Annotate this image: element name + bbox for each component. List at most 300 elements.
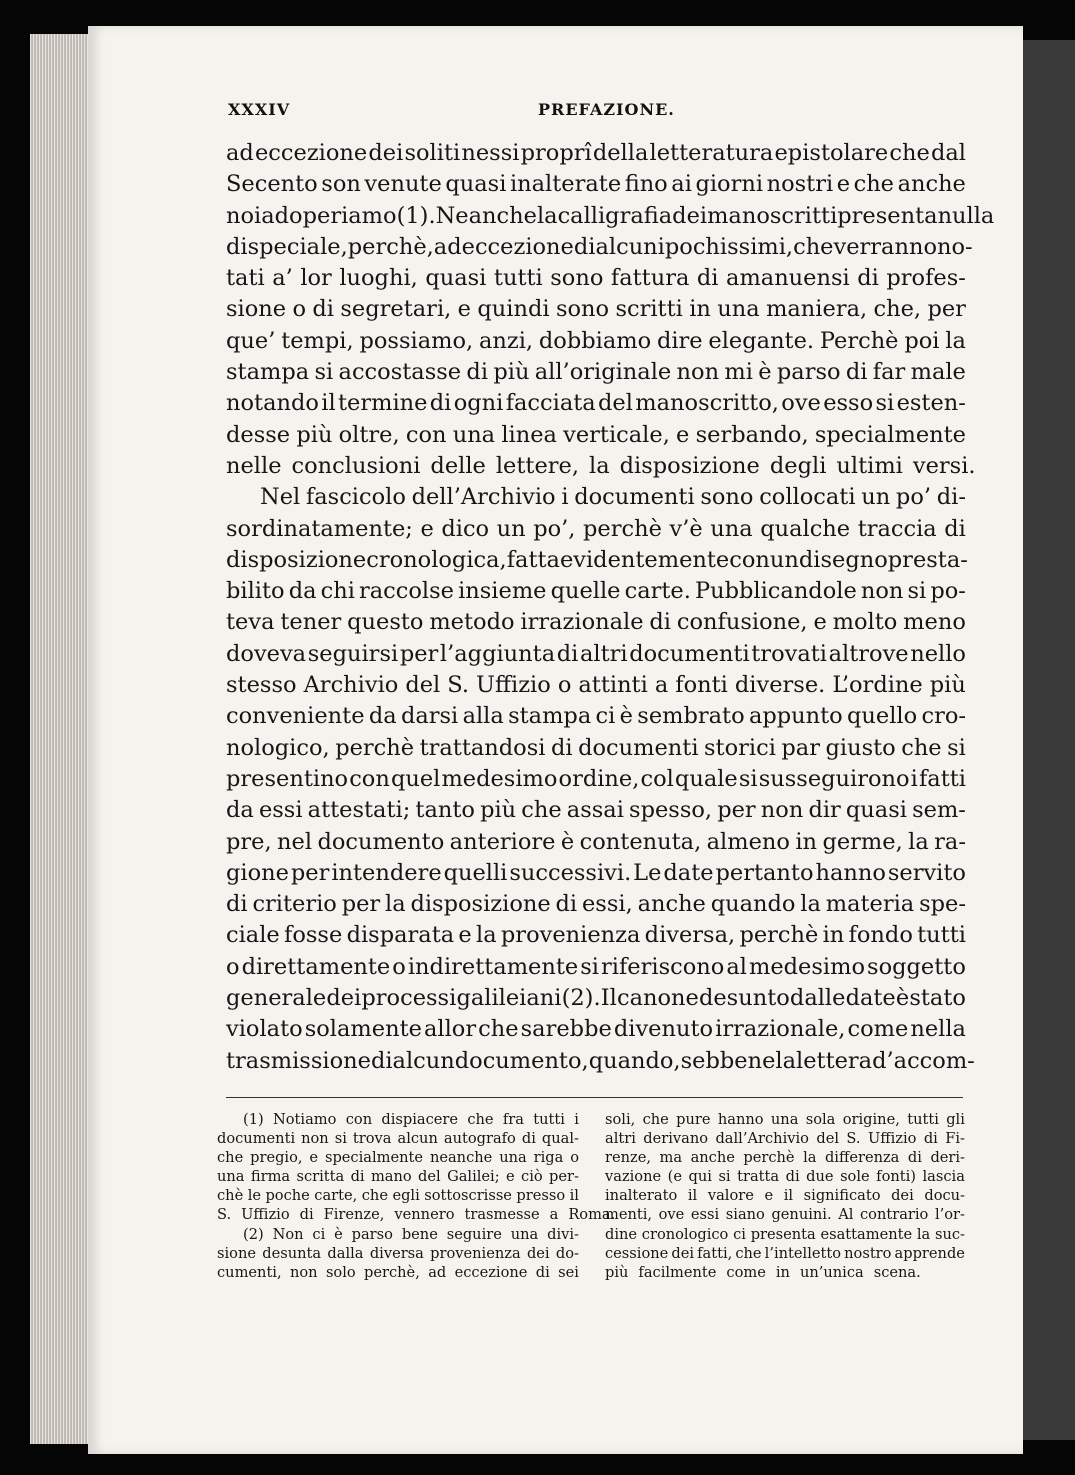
word: il [569,1187,579,1205]
word: per- [549,1168,579,1186]
word: contenuta, [579,828,702,855]
word: il [687,1187,698,1205]
facing-page-edge [1023,40,1075,1440]
word: provenienza [430,1244,521,1262]
word: dalle [789,985,846,1012]
footnote-line [605,1225,965,1244]
word: diversa, [644,922,736,949]
word: tener [280,609,342,636]
page-number: XXXIV [228,100,291,119]
word: S. [217,1206,232,1224]
word: perchè [583,515,662,542]
word: la [800,891,821,918]
text-line [226,388,966,419]
word: adoperiamo [261,202,397,229]
word: pochissimi, [664,233,794,260]
word: materia [825,891,915,918]
word: che [793,233,834,260]
word: menti, [605,1206,653,1224]
footnote-line [605,1129,965,1148]
word: fattura [610,265,690,292]
text-line [226,201,995,232]
word: si [314,359,334,386]
text-line [226,514,966,545]
word: del [405,672,441,699]
footnote-line [605,1244,965,1263]
word: Non [272,1225,304,1243]
word: S. [846,1130,861,1148]
footnote-line [605,1110,965,1129]
word: la [803,1149,817,1167]
word: irrazionale, [715,1016,846,1043]
word: apprende [894,1244,965,1262]
word: trattandosi [419,734,546,761]
word: inalterate [509,171,622,198]
word: non [860,578,904,605]
footnote-line [217,1186,579,1205]
word: Uffizio [476,672,551,699]
word: stesso [226,672,297,699]
word: violato [226,1016,303,1043]
word: l’or- [934,1206,965,1224]
word: fonti) [876,1168,916,1186]
word: che [478,1016,519,1043]
word: significato [803,1187,881,1205]
word: derivano [643,1130,709,1148]
word: no- [937,233,973,260]
word: ogni [453,390,504,417]
word: a’ [272,265,293,292]
word: altri [579,640,628,667]
word: intendere [331,859,442,886]
footnote-line [217,1110,579,1129]
word: nostri [766,171,834,198]
word: pre, [226,828,272,855]
word: v’è [669,515,703,542]
word: è [758,359,772,386]
word: documenti [574,484,695,511]
word: essi, [581,891,633,918]
word: fatti [918,765,966,792]
word: che [901,734,942,761]
word: termine [338,390,428,417]
word: (2). [561,985,601,1012]
word: anche [690,1149,735,1167]
word: presta- [887,546,968,573]
word: fascicolo [305,484,406,511]
word: autografo [443,1130,516,1148]
word: scena. [873,1263,921,1281]
word: il [783,1187,794,1205]
text-line [226,920,966,951]
word: male [910,359,966,386]
word: almeno [706,828,790,855]
word: generale [226,985,327,1012]
word: tutti [907,1111,939,1128]
word: sembrato [637,703,745,730]
word: sione [217,1244,256,1262]
word: di [535,1263,550,1281]
word: proprî [520,140,592,166]
word: pregio, [250,1149,303,1167]
word: Roma. [568,1206,616,1224]
word: documento [317,828,445,855]
word: di [857,265,879,292]
word: collocati [759,484,856,511]
word: fonti [675,672,728,699]
word: di [573,233,596,260]
word: esso [823,390,874,417]
section-title: PREFAZIONE. [538,100,675,119]
word: il [321,390,336,417]
word: e [813,609,827,636]
word: lettera [796,1047,873,1074]
word: deri- [930,1149,965,1167]
footnote-line [217,1148,579,1167]
word: alcun [392,1047,455,1074]
word: stampa [226,359,310,386]
word: specialmente [324,1149,424,1167]
word: un [769,546,799,573]
word: desunta [262,1244,322,1262]
word: direttamente [241,953,391,980]
word: carte. [624,578,691,605]
word: d’accom- [872,1047,975,1074]
word: hanno [717,1111,764,1128]
word: ordine, [558,765,640,792]
word: epistolare [774,140,889,166]
word: alcun [397,1130,438,1148]
word: eccezione [461,233,574,260]
word: qual- [541,1130,579,1148]
text-line [226,701,966,732]
word: la [916,1225,931,1243]
word: eccezione [254,140,368,166]
word: carte, [314,1187,358,1205]
word: i [910,765,918,792]
word: segretari, [340,296,452,323]
text-line [226,607,966,638]
word: quello [847,703,918,730]
text-line [226,983,966,1014]
word: con [405,421,447,448]
word: alla [462,703,504,730]
word: è [619,703,633,730]
word: S. [447,672,470,699]
word: germe, [822,828,903,855]
word: sole [840,1168,870,1186]
word: meno [903,609,966,636]
word: ad [226,140,254,166]
word: di [370,1047,393,1074]
word: di [550,734,573,761]
word: noi [226,202,262,229]
word: e [676,421,690,448]
word: alcuni [595,233,665,260]
word: raccolse [359,578,454,605]
word: diverse. [734,672,826,699]
word: l’aggiunta [439,640,556,667]
word: di [299,1206,314,1224]
word: o [226,953,240,980]
word: verranno [833,233,937,260]
word: scritti [615,296,683,323]
word: documenti [629,640,750,667]
text-line [226,169,966,200]
word: o [557,672,572,699]
word: bilito [226,578,285,605]
word: di- [936,484,966,511]
word: sarebbe [520,1016,612,1043]
footnotes-left-column [217,1110,616,1282]
word: scritta [296,1168,345,1186]
word: luoghi, [339,265,418,292]
word: irrazionale [520,609,644,636]
word: traccia [857,515,937,542]
word: essi [258,797,303,824]
word: cessione [605,1244,669,1262]
footnote-rule [226,1097,963,1098]
word: quasi [845,797,907,824]
word: galileiani [456,985,562,1012]
word: sem- [912,797,966,824]
word: al [726,953,747,980]
word: esten- [896,390,966,417]
word: Notiamo [273,1111,337,1128]
word: a [654,672,669,699]
word: ad [428,1263,447,1281]
text-line [226,357,966,388]
word: possiamo, [359,327,474,354]
word: po’ [895,484,932,511]
word: fatti, [697,1244,733,1262]
word: fatta [506,546,560,573]
word: poche [265,1187,310,1205]
word: che [361,1187,388,1205]
word: venute [364,171,442,198]
footnote-line [217,1205,616,1224]
word: una [217,1168,245,1186]
word: appunto [748,703,843,730]
word: che [853,171,895,198]
word: do- [555,1244,579,1262]
word: una [510,1225,539,1243]
word: per [290,859,330,886]
word: hanno [815,859,886,886]
word: parso [776,359,841,386]
word: provenienza [500,922,641,949]
word: nostro [844,1244,892,1262]
word: la [775,1047,797,1074]
word: letteratura [649,140,774,166]
word: indirettamente [407,953,579,980]
word: si [718,1168,731,1186]
word: quelle [550,578,621,605]
word: ci [312,1225,326,1243]
word: in [822,922,845,949]
word: si [738,765,758,792]
word: di [226,891,248,918]
word: nella [910,1016,966,1043]
word: presenta [750,1225,816,1243]
word: Al [838,1206,854,1224]
word: della [592,140,649,166]
word: dico [441,515,490,542]
word: essi [690,1206,720,1224]
word: mano [370,1168,412,1186]
word: non [301,1130,329,1148]
word: seguire [446,1225,502,1243]
word: verticale, [563,421,670,448]
word: degli [769,452,827,479]
word: altri [605,1130,636,1148]
word: teva [226,609,275,636]
word: di [312,296,335,323]
word: mi [724,359,753,386]
word: la [908,828,929,855]
word: susseguirono [758,765,910,792]
word: firma [250,1168,291,1186]
word: sebbene [680,1047,776,1074]
word: Il [600,985,617,1012]
word: metodo [429,609,515,636]
word: perchè, [364,1263,420,1281]
word: la [945,327,966,354]
word: la [589,452,610,479]
word: tati [226,265,265,292]
word: è [895,985,910,1012]
word: egli [392,1187,420,1205]
word: seguirsi [307,640,399,667]
word: di [944,515,966,542]
word: come [847,1016,909,1043]
text-line [226,482,966,513]
word: ove [658,1206,685,1224]
text-line [226,889,966,920]
word: dall’Archivio [715,1130,809,1148]
word: serbando, [695,421,809,448]
word: di [556,640,579,667]
word: riga [533,1149,564,1167]
footnote-line [605,1205,965,1224]
footnote-line [217,1263,579,1282]
word: sione [226,296,287,323]
word: trasmesse [464,1206,540,1224]
text-line [226,670,966,701]
word: quel [390,765,441,792]
word: insieme [458,578,547,605]
word: inalterato [605,1187,678,1205]
word: oltre, [338,421,400,448]
word: bene [401,1225,438,1243]
word: e [457,296,471,323]
word: pure [676,1111,711,1128]
word: per [341,891,381,918]
word: tutti [533,1111,565,1128]
word: è [334,1225,343,1243]
word: più [493,359,530,386]
word: in [689,296,711,323]
word: per [927,296,966,323]
running-head [228,100,963,124]
word: anche [637,891,706,918]
word: stampa [508,703,592,730]
text-line [226,545,966,576]
word: la [476,922,497,949]
word: linea [501,421,557,448]
word: ci [733,1225,746,1243]
word: esattamente [820,1225,913,1243]
word: del [816,1130,840,1148]
word: più [605,1263,629,1281]
word: tutti [493,265,543,292]
word: una [710,515,753,542]
word: Le [633,859,662,886]
text-line [226,326,966,357]
word: si [875,390,895,417]
word: con [349,765,390,792]
word: più [929,672,966,699]
word: accostasse [338,359,462,386]
word: quelli [443,859,508,886]
footnote-line [605,1148,965,1167]
word: di [429,390,452,417]
word: gli [946,1111,965,1128]
word: dine [605,1225,638,1243]
text-line [226,263,966,294]
word: ciò [521,1168,543,1186]
word: Secento [226,171,318,198]
word: da [368,703,397,730]
word: i [561,484,569,511]
word: ad [433,233,462,260]
word: Galilei; [447,1168,500,1186]
word: darsi [400,703,459,730]
word: facciata [505,390,596,417]
word: due [806,1168,834,1186]
word: e [309,1149,319,1167]
main-text [226,138,995,1077]
word: dell’Archivio [411,484,556,511]
word: storici [704,734,776,761]
word: dei [672,202,708,229]
word: ultimi [836,452,903,479]
word: sono [700,484,754,511]
word: diversa [369,1244,424,1262]
word: non [289,1263,318,1281]
word: delle [430,452,486,479]
word: qui [688,1168,712,1186]
word: sono [550,265,604,292]
word: conveniente [226,703,365,730]
word: è [560,828,575,855]
word: tutti [917,922,966,949]
footnote-line [217,1225,579,1244]
word: disposizione [619,452,760,479]
word: fino [624,171,668,198]
footnote-line [217,1129,579,1148]
word: confusione, [676,609,808,636]
word: renze, [605,1149,651,1167]
word: son [321,171,361,198]
word: ra- [934,828,966,855]
word: soli, [605,1111,636,1128]
footnotes-right-column [605,1110,965,1282]
word: un [861,484,891,511]
word: vazione [605,1168,662,1186]
word: ma [659,1149,683,1167]
word: giorni [695,171,764,198]
